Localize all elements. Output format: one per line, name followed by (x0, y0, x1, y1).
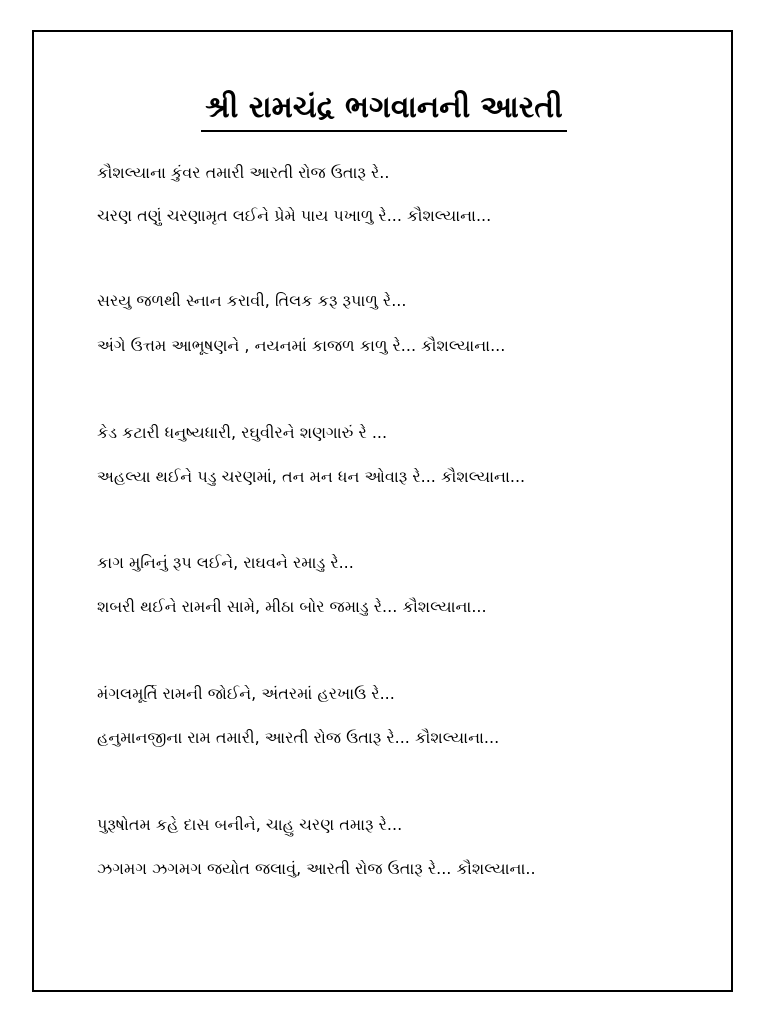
document-title (0, 88, 768, 132)
stanza-5-line-2: હનુમાનજીના રામ તમારી, આરતી રોજ ઉતારૂ રે... કૌશલ્યાના... (97, 728, 500, 747)
stanza-2-line-2: અંગે ઉત્તમ આભૂષણને , નયનમાં કાજળ કાળુ રે... કૌશલ્યાના... (97, 336, 506, 355)
stanza-6-line-1: પુરૂષોતમ કહે દાસ બનીને, ચાહુ ચરણ તમારૂ રે... (97, 815, 403, 834)
stanza-1-line-2: ચરણ તણું ચરણામૃત લઈને પ્રેમે પાય પખાળુ રે... કૌશલ્યાના... (97, 206, 492, 225)
stanza-5-line-1: મંગલમૂર્તિ રામની જોઈને, અંતરમાં હરખાઉ રે... (97, 684, 395, 703)
stanza-1-line-1: કૌશલ્યાના કુંવર તમારી આરતી રોજ ઉતારૂ રે.. (97, 163, 390, 182)
stanza-3-line-1: કેડ કટારી ધનુષ્યધારી, રઘુવીરને શણગારું રે ... (97, 423, 388, 442)
stanza-4-line-1: કાગ મુનિનું રૂપ લઈને, રાઘવને રમાડુ રે... (97, 553, 354, 572)
document-title-text: શ્રી રામચંદ્ર ભગવાનની આરતી (201, 88, 567, 132)
stanza-3-line-2: અહલ્યા થઈને પડુ ચરણમાં, તન મન ધન ઓવારૂ રે... કૌશલ્યાના... (97, 467, 526, 486)
stanza-2-line-1: સરયુ જળથી સ્નાન કરાવી, તિલક કરૂ રૂપાળુ રે... (97, 291, 407, 310)
stanza-4-line-2: શબરી થઈને રામની સામે, મીઠા બોર જમાડુ રે... કૌશલ્યાના... (97, 597, 487, 616)
stanza-6-line-2: ઝગમગ ઝગમગ જયોત જલાવું, આરતી રોજ ઉતારૂ રે... કૌશલ્યાના.. (97, 859, 536, 878)
